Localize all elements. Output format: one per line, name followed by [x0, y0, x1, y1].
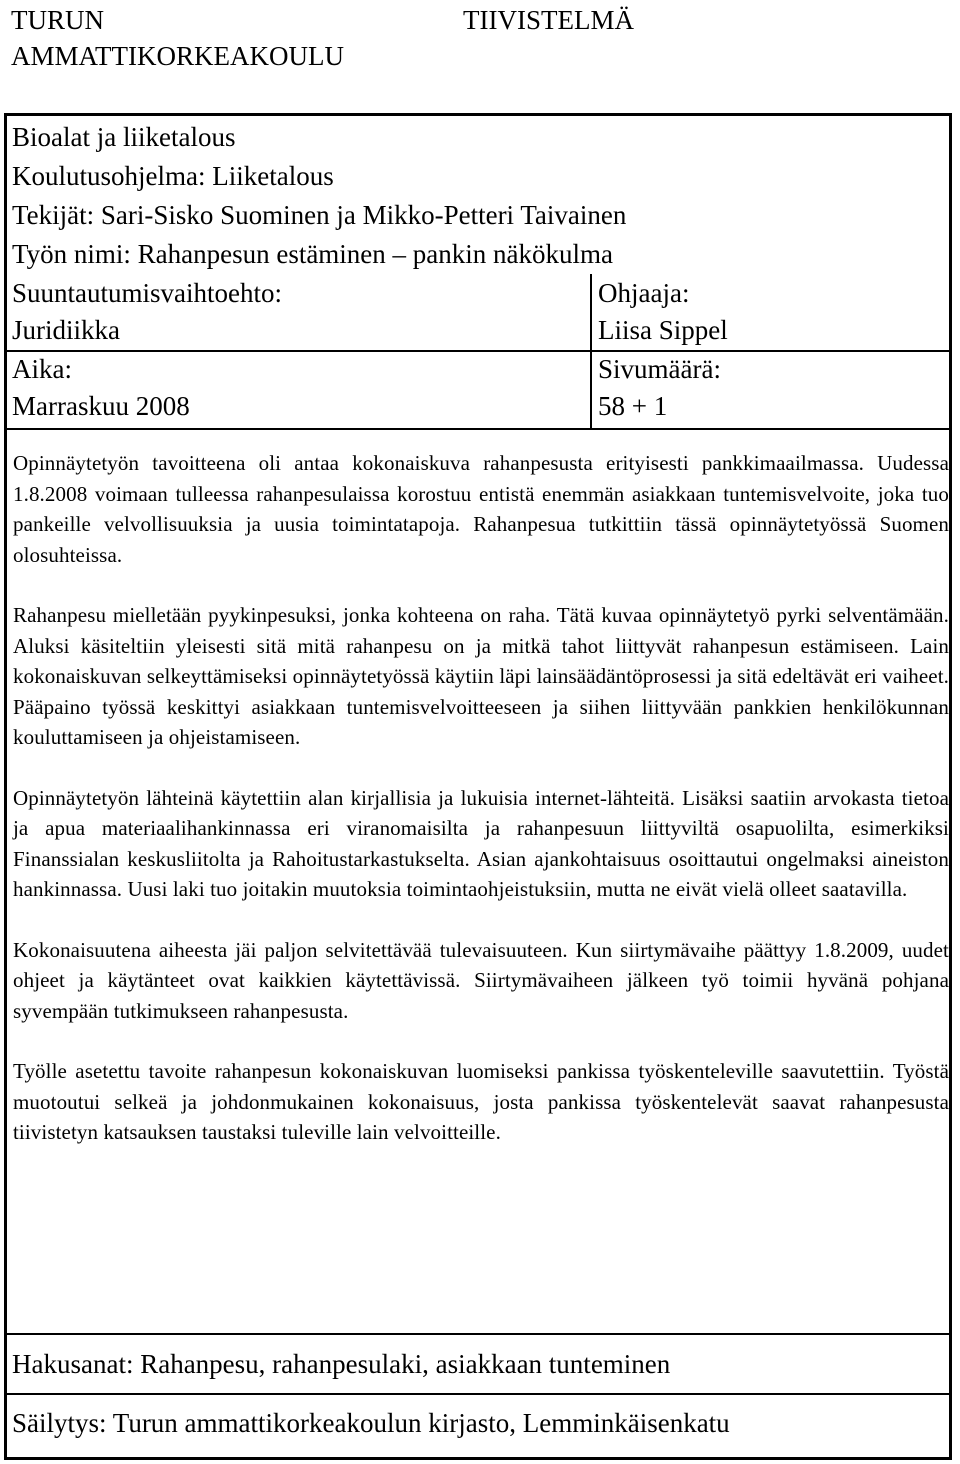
abstract-paragraph: Työlle asetettu tavoite rahanpesun kokonaiskuvan luomiseksi pankissa työskenteleville saavutettiin. Työstä muotoutui selkeä ja johdonmukainen kokonaisuus, josta pankissa työskentelevät saavat rahanpesusta tiivistetyn katsauksen taustaksi tuleville lain velvoitteille. [13, 1059, 949, 1144]
degree-programme: Koulutusohjelma: Liiketalous [12, 161, 334, 191]
supervisor-value: Liisa Sippel [598, 315, 728, 345]
storage-divider [7, 1393, 949, 1395]
supervisor-label: Ohjaaja: [598, 278, 690, 308]
abstract-paragraph: Opinnäytetyön tavoitteena oli antaa kokonaiskuva rahanpesusta erityisesti pankkimaailmassa. Uudessa 1.8.2008 voimaan tulleessa rahanpesulaissa korostuu entistä enemmän asiakkaan tuntemisvelvoite, joka tuo pankeille velvollisuuksia ja uusia toimintatapoja. Rahanpesua tutkittiin tässä opinnäytetyössä Suomen olosuhteissa. [13, 451, 949, 567]
institution-line-1: TURUN [11, 5, 104, 35]
authors: Tekijät: Sari-Sisko Suominen ja Mikko-Petteri Taivainen [12, 200, 627, 230]
orientation-label: Suuntautumisvaihtoehto: [12, 278, 282, 308]
document-header [11, 2, 951, 112]
grid-divider-bottom [7, 428, 949, 430]
grid-divider-middle [7, 350, 949, 352]
storage-location: Säilytys: Turun ammattikorkeakoulun kirjasto, Lemminkäisenkatu [12, 1408, 730, 1438]
time-value: Marraskuu 2008 [12, 391, 190, 421]
abstract-text [13, 448, 949, 1178]
keywords: Hakusanat: Rahanpesu, rahanpesulaki, asiakkaan tunteminen [12, 1349, 671, 1379]
abstract-form [4, 113, 952, 1460]
department: Bioalat ja liiketalous [12, 122, 236, 152]
keywords-divider [7, 1333, 949, 1335]
document-type: TIIVISTELMÄ [463, 5, 634, 35]
institution-line-2: AMMATTIKORKEAKOULU [11, 41, 344, 71]
abstract-paragraph: Opinnäytetyön lähteinä käytettiin alan kirjallisia ja lukuisia internet-lähteitä. Lisäksi saatiin arvokasta tietoa ja apua materiaalihankinnassa eri viranomaisilta ja rahanpesuun liittyviltä osapuolilta, esimerkiksi Finanssialan keskusliitolta ja Rahoitustarkastukselta. Asian ajankohtaisuus osoittautui ongelmaksi aineiston hankinnassa. Uusi laki tuo joitakin muutoksia toimintaohjeistuksiin, mutta ne eivät vielä olleet saatavilla. [13, 785, 949, 901]
thesis-metadata [12, 118, 626, 274]
time-label: Aika: [12, 354, 72, 384]
institution-name [11, 2, 431, 74]
abstract-paragraph: Kokonaisuutena aiheesta jäi paljon selvitettävää tulevaisuuteen. Kun siirtymävaihe päättyy 1.8.2009, uudet ohjeet ja käytänteet ovat kaikkien käytettävissä. Siirtymävaiheen jälkeen työ toimii hyvänä pohjana syvempään tutkimukseen rahanpesusta. [13, 937, 949, 1023]
thesis-title: Työn nimi: Rahanpesun estäminen – pankin näkökulma [12, 239, 614, 269]
pages-value: 58 + 1 [598, 391, 668, 421]
orientation-value: Juridiikka [12, 315, 120, 345]
abstract-paragraph: Rahanpesu mielletään pyykinpesuksi, jonka kohteena on raha. Tätä kuvaa opinnäytetyö pyrki selventämään. Aluksi käsiteltiin yleisesti sitä mitä rahanpesu on ja mitkä tahot liittyvät rahanpesun estämiseen. Lain kokonaiskuvan selkeyttämiseksi opinnäytetyössä käytiin läpi lainsäädäntöprosessi ja sitä edeltävät eri vaiheet. Pääpaino työssä keskittyi asiakkaan tuntemisvelvoitteeseen ja siihen liittyvään pankkien henkilökunnan kouluttamiseen ja ohjeistamiseen. [13, 603, 949, 749]
pages-label: Sivumäärä: [598, 354, 721, 384]
